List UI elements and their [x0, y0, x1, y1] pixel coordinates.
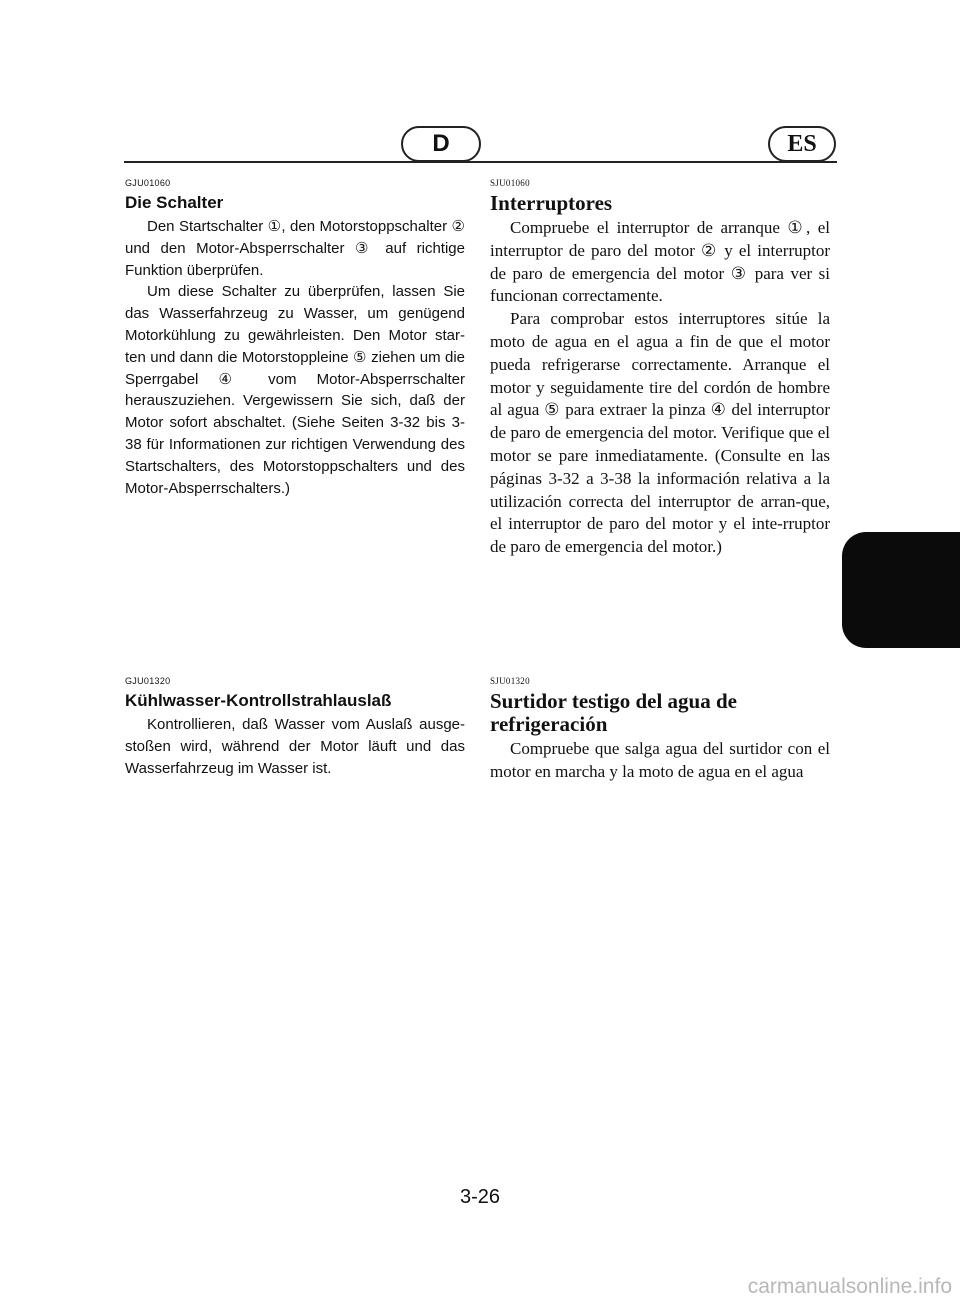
- section-cooling-german: [125, 676, 465, 779]
- section-code: GJU01320: [125, 676, 171, 686]
- language-badge-german: D: [401, 126, 481, 162]
- section-heading: Surtidor testigo del agua de refrigeración: [490, 689, 737, 736]
- section-heading: Die Schalter: [125, 193, 224, 212]
- language-badge-spanish: ES: [768, 126, 836, 162]
- body-paragraph: Den Startschalter ①, den Motorstoppschalter ② und den Motor-Absperrschalter ③ auf richtige Funktion überprüfen.: [125, 218, 465, 279]
- section-switches-spanish: [490, 178, 830, 559]
- section-cooling-spanish: [490, 676, 830, 784]
- section-heading: Interruptores: [490, 191, 613, 215]
- section-code: SJU01060: [490, 178, 530, 188]
- body-paragraph: Kontrollieren, daß Wasser vom Auslaß ausge-stoßen wird, während der Motor läuft und das Wasserfahrzeug im Wasser ist.: [125, 716, 465, 777]
- page-number: 3-26: [459, 1186, 501, 1208]
- header-divider: [124, 161, 837, 163]
- section-code: GJU01060: [125, 178, 171, 188]
- body-paragraph: Para comprobar estos interruptores sitúe la moto de agua en el agua a fin de que el motor pueda refrigerarse correctamente. Arranque el motor y seguidamente tire del cordón de hombre al agua ⑤ para extraer la pinza ④ del interruptor de paro de emergencia del motor. Verifique que el motor se pare inmediatamente. (Consulte en las páginas 3-32 a 3-38 la información relativa a la utilización correcta del interruptor de arran-que, el interruptor de paro del motor y el inte-rruptor de paro de emergencia del motor.): [490, 309, 830, 557]
- body-paragraph: Compruebe el interruptor de arranque ①, el interruptor de paro del motor ② y el interruptor de paro de emergencia del motor ③ para ver si funcionan correctamente.: [490, 218, 830, 306]
- body-paragraph: Um diese Schalter zu überprüfen, lassen Sie das Wasserfahrzeug zu Wasser, um genügend Motorkühlung zu gewährleisten. Den Motor star-ten und dann die Motorstoppleine ⑤ ziehen um die Sperrgabel ④ vom Motor-Absperrschalter herauszuziehen. Vergewissern Sie sich, daß der Motor sofort abschaltet. (Siehe Seiten 3-32 bis 3-38 für Informationen zur richtigen Verwendung des Startschalters, des Motorstoppschalters und des Motor-Absperrschalters.): [125, 283, 465, 497]
- section-heading: Kühlwasser-Kontrollstrahlauslaß: [125, 691, 392, 710]
- body-paragraph: Compruebe que salga agua del surtidor con el motor en marcha y la moto de agua en el agua: [490, 739, 830, 781]
- section-switches-german: [125, 178, 465, 499]
- watermark-url: carmanualsonline.info: [747, 1275, 952, 1298]
- chapter-tab: [842, 532, 960, 648]
- section-code: SJU01320: [490, 676, 530, 686]
